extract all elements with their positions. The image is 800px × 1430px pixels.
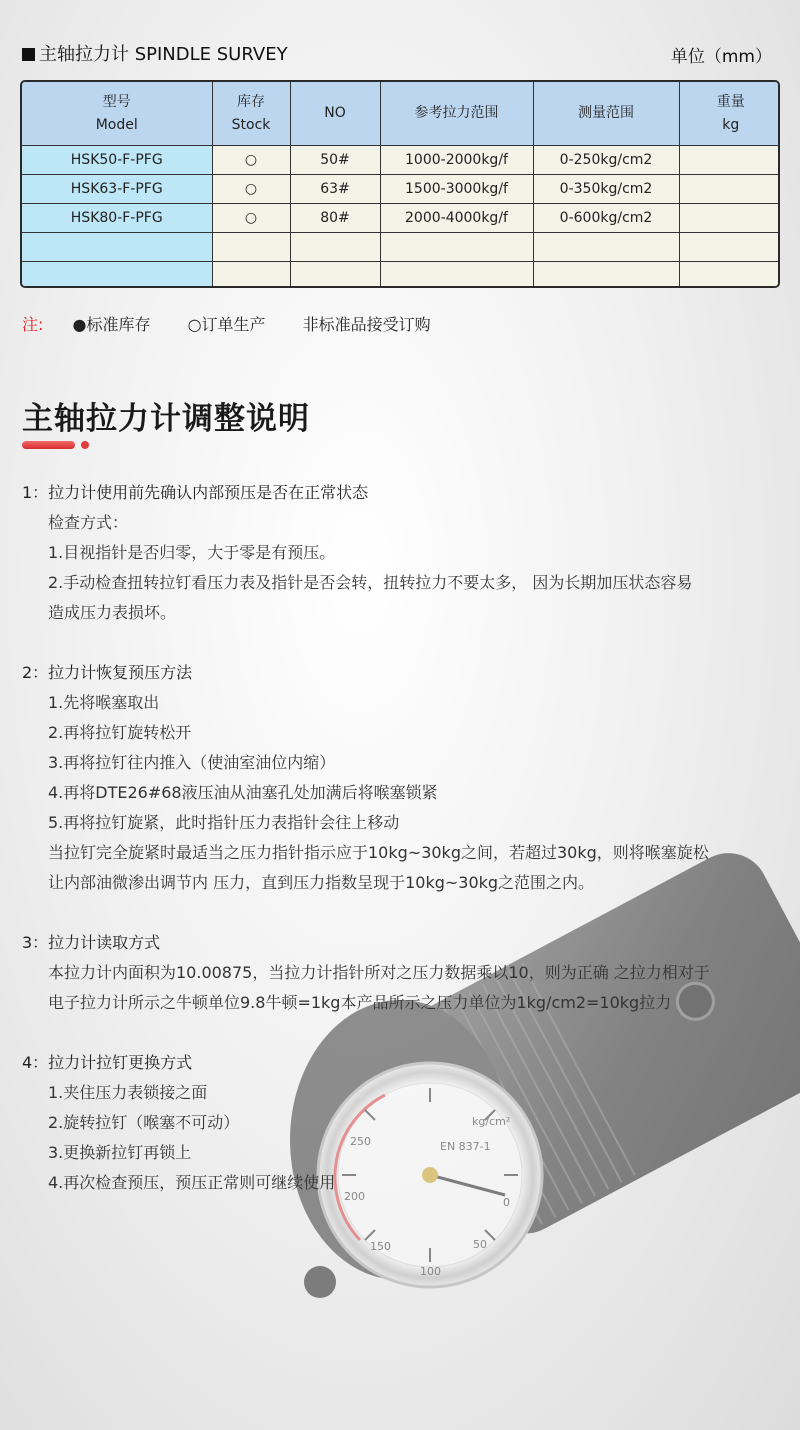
- table-row: [22, 233, 780, 262]
- gauge-tick-150: 150: [370, 1240, 391, 1253]
- section-1-line: 造成压力表损坏。: [48, 603, 177, 622]
- table-row: [22, 262, 780, 289]
- cell-pull-range: 1000-2000kg/f: [380, 146, 533, 175]
- section-3-line: 电子拉力计所示之牛顿单位9.8牛顿=1kg本产品所示之压力单位为1kg/cm2=10kg拉力: [48, 993, 672, 1012]
- cell-model: HSK50-F-PFG: [22, 146, 212, 175]
- header-stock: 库存 Stock: [212, 82, 290, 146]
- note-label: 注:: [22, 315, 44, 334]
- section-4-line: 4.再次检查预压，预压正常则可继续使用: [48, 1173, 336, 1192]
- cell-model: HSK63-F-PFG: [22, 175, 212, 204]
- section-2-line: 让内部油微渗出调节内 压力，直到压力指数呈现于10kg~30kg之范围之内。: [48, 873, 595, 892]
- header-pull-range: 参考拉力范围: [380, 82, 533, 146]
- gauge-unit: kg/cm²: [472, 1115, 511, 1128]
- gauge-tick-250: 250: [350, 1135, 371, 1148]
- section-2-title: 2：拉力计恢复预压方法: [22, 663, 193, 682]
- instructions: [22, 478, 782, 1198]
- note-order: ○订单生产: [187, 315, 266, 334]
- section-2: [22, 658, 782, 898]
- unit-label: 单位（mm）: [670, 47, 772, 67]
- cell-measure-range: [533, 233, 679, 262]
- cell-stock: [212, 233, 290, 262]
- section-2-line: 当拉钉完全旋紧时最适当之压力指针指示应于10kg~30kg之间，若超过30kg，则将喉塞旋松: [48, 843, 709, 862]
- section-3: [22, 928, 782, 1018]
- gauge-tick-50: 50: [473, 1238, 487, 1251]
- cell-weight: [679, 175, 780, 204]
- spec-table: [20, 80, 780, 288]
- cell-model: [22, 233, 212, 262]
- cell-weight: [679, 204, 780, 233]
- header-no: NO: [290, 82, 380, 146]
- cell-stock: [212, 262, 290, 289]
- cell-measure-range: 0-350kg/cm2: [533, 175, 679, 204]
- cell-weight: [679, 233, 780, 262]
- header-weight: 重量 kg: [679, 82, 780, 146]
- note-nonstandard: 非标准品接受订购: [302, 315, 431, 334]
- cell-measure-range: 0-600kg/cm2: [533, 204, 679, 233]
- table-row: [22, 204, 780, 233]
- cell-measure-range: [533, 262, 679, 289]
- cell-model: [22, 262, 212, 289]
- cell-weight: [679, 146, 780, 175]
- cell-pull-range: [380, 262, 533, 289]
- section-1-line: 检查方式：: [48, 513, 129, 532]
- gauge-model: EN 837-1: [440, 1140, 491, 1153]
- note-standard: ●标准库存: [72, 315, 151, 334]
- section-1: [22, 478, 782, 628]
- header-model: 型号 Model: [22, 82, 212, 146]
- cell-stock: ○: [212, 146, 290, 175]
- section-4: [22, 1048, 782, 1198]
- spec-title: [22, 40, 288, 66]
- cell-weight: [679, 262, 780, 289]
- section-2-line: 1.先将喉塞取出: [48, 693, 160, 712]
- cell-pull-range: 2000-4000kg/f: [380, 204, 533, 233]
- cell-no: 63#: [290, 175, 380, 204]
- header-measure-range: 测量范围: [533, 82, 679, 146]
- gauge-tick-100: 100: [420, 1265, 441, 1278]
- cell-no: 80#: [290, 204, 380, 233]
- table-row: [22, 146, 780, 175]
- section-2-line: 3.再将拉钉往内推入（使油室油位内缩）: [48, 753, 336, 772]
- section-1-title: 1：拉力计使用前先确认内部预压是否在正常状态: [22, 483, 369, 502]
- section-2-line: 2.再将拉钉旋转松开: [48, 723, 192, 742]
- title-underline-bar: [22, 441, 75, 449]
- section-2-line: 4.再将DTE26#68液压油从油塞孔处加满后将喉塞锁紧: [48, 783, 438, 802]
- section-3-line: 本拉力计内面积为10.00875，当拉力计指针所对之压力数据乘以10，则为正确 之拉力相对于: [48, 963, 710, 982]
- spec-title-text: 主轴拉力计 SPINDLE SURVEY: [39, 44, 288, 65]
- cell-no: 50#: [290, 146, 380, 175]
- square-bullet-icon: [22, 48, 35, 61]
- stock-note: [22, 312, 431, 335]
- section-4-title: 4：拉力计拉钉更换方式: [22, 1053, 193, 1072]
- title-underline-dot: [81, 441, 89, 449]
- cell-model: HSK80-F-PFG: [22, 204, 212, 233]
- section-1-line: 1.目视指针是否归零，大于零是有预压。: [48, 543, 336, 562]
- cell-no: [290, 262, 380, 289]
- section-2-line: 5.再将拉钉旋紧，此时指针压力表指针会往上移动: [48, 813, 400, 832]
- section-title: 主轴拉力计调整说明: [22, 401, 310, 437]
- cell-measure-range: 0-250kg/cm2: [533, 146, 679, 175]
- gauge-tick-200: 200: [344, 1190, 365, 1203]
- cell-stock: ○: [212, 175, 290, 204]
- section-4-line: 2.旋转拉钉（喉塞不可动）: [48, 1113, 240, 1132]
- table-header-row: [22, 82, 780, 146]
- cell-pull-range: 1500-3000kg/f: [380, 175, 533, 204]
- cell-no: [290, 233, 380, 262]
- cell-pull-range: [380, 233, 533, 262]
- section-1-line: 2.手动检查扭转拉钉看压力表及指针是否会转，扭转拉力不要太多， 因为长期加压状态容易: [48, 573, 693, 592]
- table-row: [22, 175, 780, 204]
- section-4-line: 3.更换新拉钉再锁上: [48, 1143, 192, 1162]
- section-4-line: 1.夹住压力表锁接之面: [48, 1083, 208, 1102]
- gauge-tick-0: 0: [503, 1196, 510, 1209]
- section-3-title: 3：拉力计读取方式: [22, 933, 161, 952]
- cell-stock: ○: [212, 204, 290, 233]
